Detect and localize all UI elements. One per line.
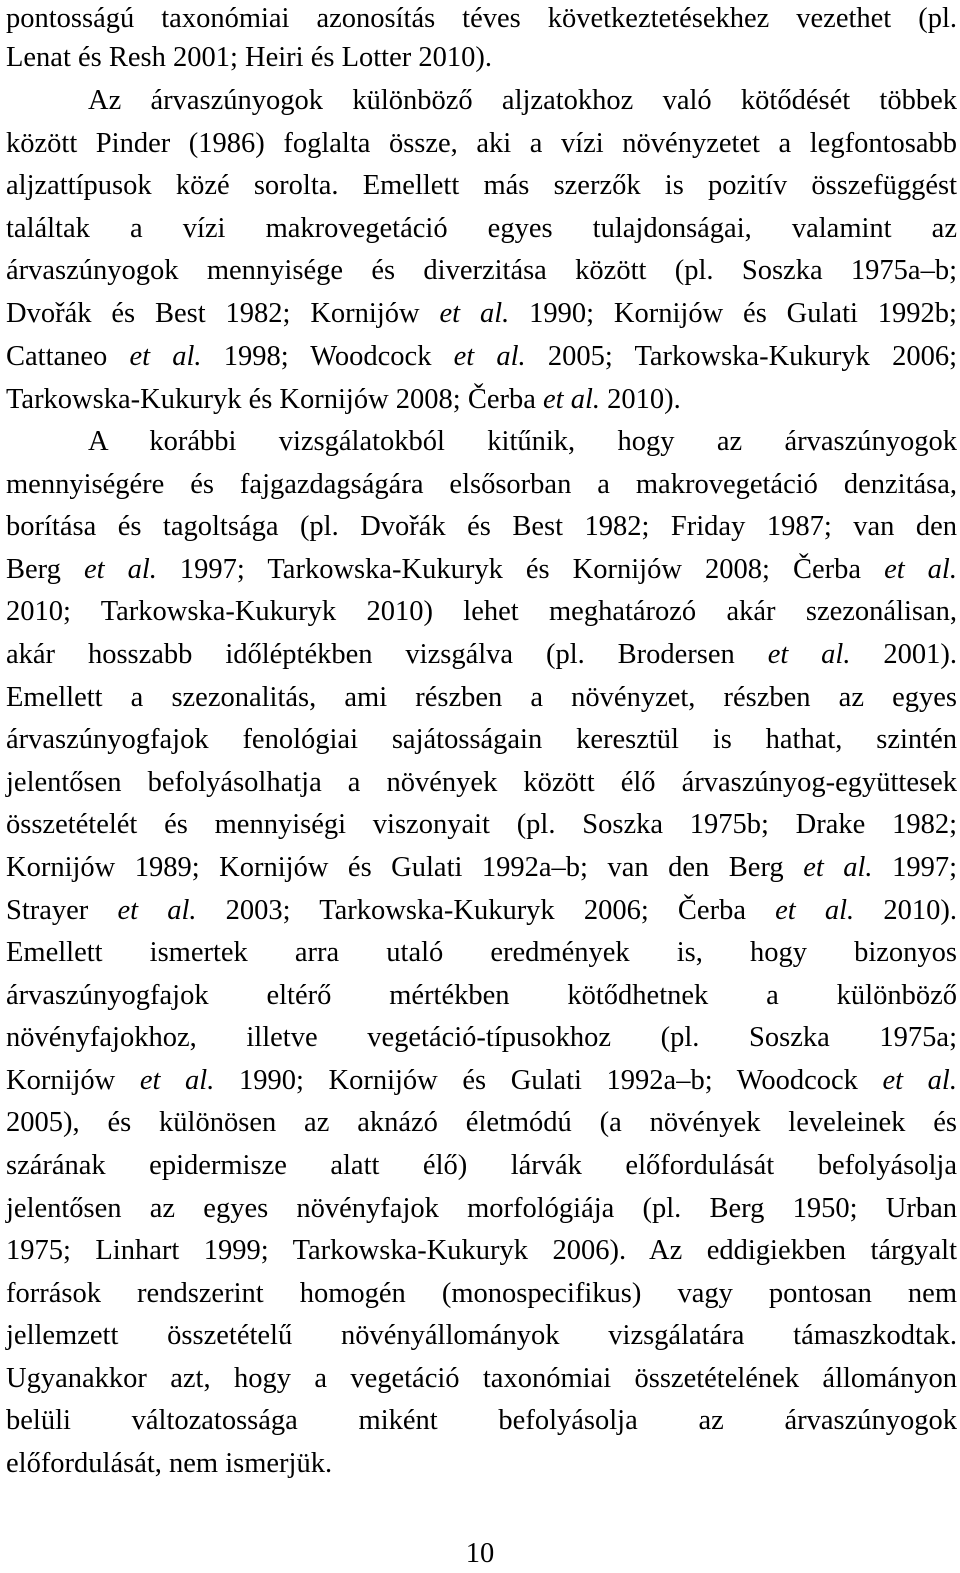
text-run: jellemzett összetételű növényállományok vizsgálatára támaszkodtak. [6,1320,957,1351]
italic-text: et al. [117,895,197,926]
text-run: 2010; Tarkowska-Kukuryk 2010) lehet meghatározó akár szezonálisan, [6,596,957,627]
text-run: szárának epidermisze alatt élő) lárvák előfordulását befolyásolja [6,1150,957,1181]
text-run: 2003; Tarkowska-Kukuryk 2006; Čerba [196,895,776,926]
italic-text: et al. [767,639,851,670]
text-line [6,1059,957,1102]
italic-text: et al. [83,554,157,585]
text-run: Az árvaszúnyogok különböző aljzatokhoz való kötődését többek [88,85,957,116]
italic-text: et al. [775,895,855,926]
text-run: 1975; Linhart 1999; Tarkowska-Kukuryk 2006). Az eddigiekben tárgyalt [6,1235,957,1266]
text-run: Strayer [6,895,118,926]
text-run: pontosságú taxonómiai azonosítás téves következtetésekhez vezethet (pl. [6,3,957,34]
text-run: 2005; Tarkowska-Kukuryk 2006; [525,341,957,372]
text-run: 2005), és különösen az aknázó életmódú (a növények leveleinek és [6,1107,957,1138]
text-run: 2010). [600,384,681,415]
text-run: Kornijów 1989; Kornijów és Gulati 1992a–b; van den Berg [6,852,804,883]
text-line [6,548,957,591]
italic-text: et al. [884,554,957,585]
text-line [6,420,957,463]
text-run: előfordulását, nem ismerjük. [6,1448,333,1479]
text-line [6,505,957,548]
text-run: Kornijów [6,1065,140,1096]
text-line [6,761,957,804]
text-run: jelentősen az egyes növényfajok morfológiája (pl. Berg 1950; Urban [6,1193,957,1224]
text-run: árvaszúnyogfajok eltérő mértékben kötődhetnek a különböző [6,980,957,1011]
text-line [6,974,957,1017]
italic-text: et al. [129,341,202,372]
text-run: Cattaneo [6,341,130,372]
text-run: 2010). [854,895,957,926]
text-line [6,1272,957,1315]
text-line [6,164,957,207]
text-line [6,0,957,40]
text-run: borítása és tagoltsága (pl. Dvořák és Best 1982; Friday 1987; van den [6,511,957,542]
text-line [6,676,957,719]
text-line [6,378,681,421]
text-line [6,1357,957,1400]
text-line [6,931,957,974]
text-run: találtak a vízi makrovegetáció egyes tulajdonságai, valamint az [6,213,957,244]
text-run: jelentősen befolyásolhatja a növények között élő árvaszúnyog-együttesek [6,767,957,798]
text-run: 1997; Tarkowska-Kukuryk és Kornijów 2008; Čerba [156,554,885,585]
text-run: árvaszúnyogok mennyisége és diverzitása között (pl. Soszka 1975a–b; [6,255,957,286]
text-line [6,803,957,846]
text-run: Emellett a szezonalitás, ami részben a növényzet, részben az egyes [6,682,957,713]
text-run: aljzattípusok közé sorolta. Emellett más szerzők is pozitív összefüggést [6,170,957,201]
text-line [6,718,957,761]
text-run: árvaszúnyogfajok fenológiai sajátosságain keresztül is hathat, szintén [6,724,957,755]
text-run: összetételét és mennyiségi viszonyait (pl. Soszka 1975b; Drake 1982; [6,809,957,840]
text-run: akár hosszabb időléptékben vizsgálva (pl. Brodersen [6,639,768,670]
text-line [6,1187,957,1230]
text-run: 1990; Kornijów és Gulati 1992a–b; Woodcock [214,1065,883,1096]
text-line [6,292,957,335]
text-run: 1990; Kornijów és Gulati 1992b; [509,298,957,329]
text-line [6,1314,957,1357]
text-run: Lenat és Resh 2001; Heiri és Lotter 2010). [6,42,492,73]
italic-text: et al. [803,852,873,883]
text-line [6,463,957,506]
text-line [6,122,957,165]
text-line [6,1016,957,1059]
italic-text: et al. [139,1065,215,1096]
italic-text: et al. [882,1065,957,1096]
text-line [6,249,957,292]
text-run: belüli változatossága miként befolyásolja az árvaszúnyogok [6,1405,957,1436]
text-run: források rendszerint homogén (monospecifikus) vagy pontosan nem [6,1278,957,1309]
text-line [6,633,957,676]
text-line [6,1144,957,1187]
text-line [6,889,957,932]
text-line [6,1229,957,1272]
text-run: 1997; [872,852,957,883]
text-run: Emellett ismertek arra utaló eredmények is, hogy bizonyos [6,937,957,968]
italic-text: et al. [543,384,601,415]
text-run: mennyiségére és fajgazdagságára elsősorban a makrovegetáció denzitása, [6,469,957,500]
text-line [6,1442,332,1485]
page-number: 10 [465,1538,495,1569]
text-line [6,207,957,250]
text-line [6,846,957,889]
text-run: Berg [6,554,84,585]
italic-text: et al. [453,341,526,372]
text-run: Tarkowska-Kukuryk és Kornijów 2008; Čerba [6,384,544,415]
text-run: 2001). [850,639,957,670]
text-line [6,1399,957,1442]
text-run: növényfajokhoz, illetve vegetáció-típusokhoz (pl. Soszka 1975a; [6,1022,957,1053]
text-run: A korábbi vizsgálatokból kitűnik, hogy az árvaszúnyogok [88,426,957,457]
text-line [6,79,957,122]
text-run: között Pinder (1986) foglalta össze, aki a vízi növényzetet a legfontosabb [6,128,957,159]
text-run: 1998; Woodcock [201,341,454,372]
text-line [6,590,957,633]
text-line [6,1101,957,1144]
text-line [6,36,492,79]
text-run: Ugyanakkor azt, hogy a vegetáció taxonómiai összetételének állományon [6,1363,957,1394]
text-line [6,335,957,378]
text-run: Dvořák és Best 1982; Kornijów [6,298,440,329]
italic-text: et al. [439,298,510,329]
